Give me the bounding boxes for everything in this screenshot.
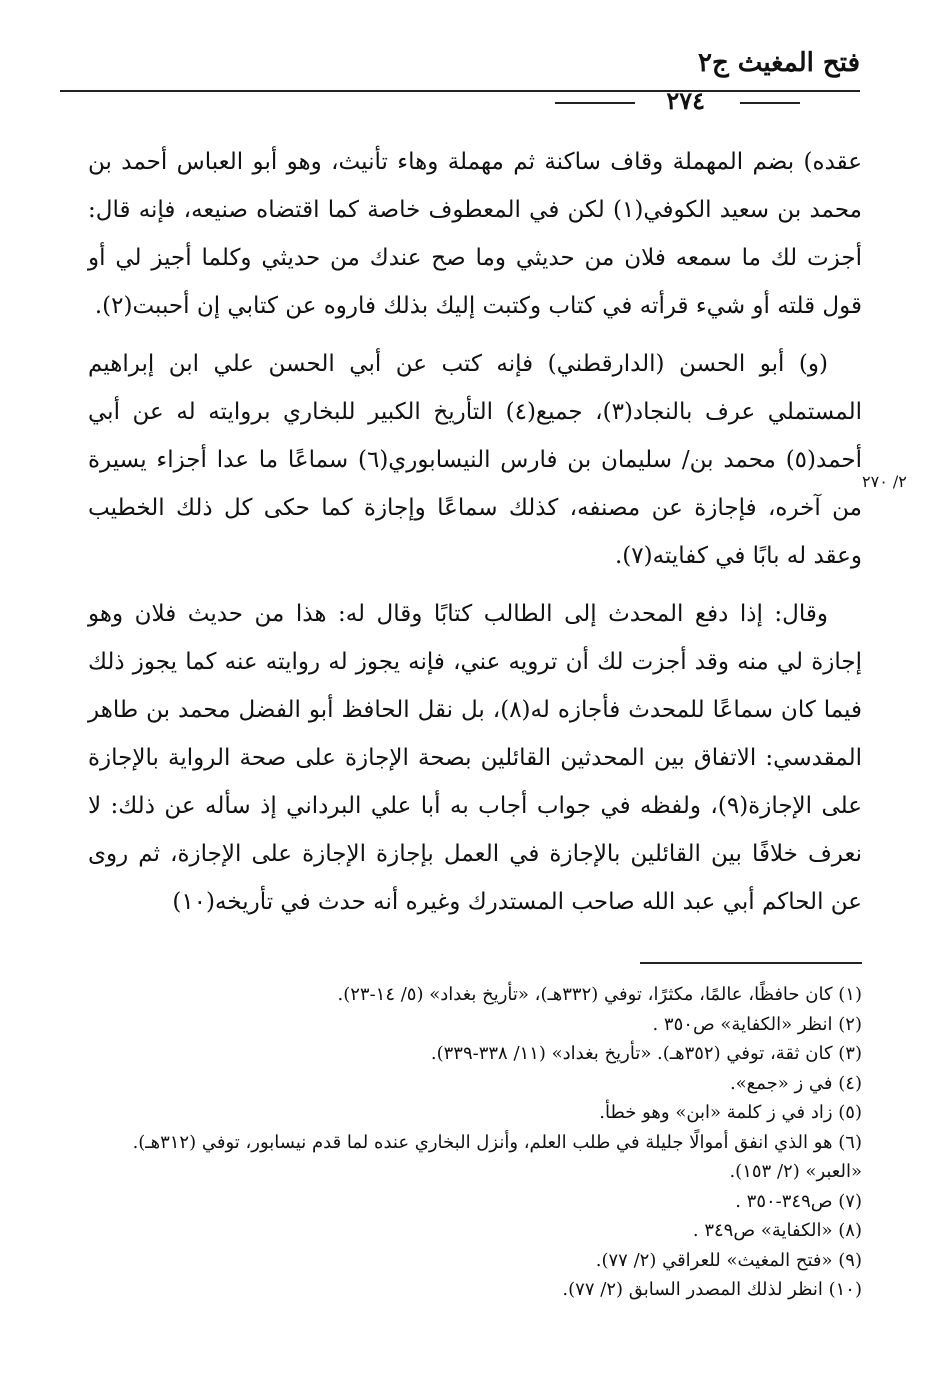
footnote-1: (١) كان حافظًا، عالمًا، مكثرًا، توفي (٣٣٢هـ)، «تأريخ بغداد» (٥/ ١٤-٢٣).	[337, 984, 862, 1005]
page-number-rule-right	[740, 102, 800, 104]
footnote-10: (١٠) انظر لذلك المصدر السابق (٢/ ٧٧).	[562, 1279, 862, 1300]
main-text	[88, 138, 862, 936]
footnote-8: (٨) «الكفاية» ص٣٤٩ .	[692, 1220, 862, 1241]
footnote-7: (٧) ص٣٤٩-٣٥٠ .	[735, 1190, 862, 1212]
paragraph-2: (و) أبو الحسن (الدارقطني) فإنه كتب عن أبي الحسن علي ابن إبراهيم المستملي عرف بالنجاد(٣)، جميع(٤) التأريخ الكبير للبخاري بروايته له عن أبي أحمد(٥) محمد بن/ سليمان بن فارس النيسابوري(٦) سماعًا ما عدا أجزاء يسيرة من آخره، فإجازة عن مصنفه، كذلك سماعًا وإجازة كما حكى كل ذلك الخطيب وعقد له بابًا في كفايته(٧).	[88, 351, 862, 569]
page-number-rule-left	[555, 102, 635, 104]
footnote-2: (٢) انظر «الكفاية» ص٣٥٠ .	[652, 1013, 862, 1035]
footnote-separator	[640, 962, 862, 964]
footnote-3: (٣) كان ثقة، توفي (٣٥٢هـ). «تأريخ بغداد» (١١/ ٣٣٨-٣٣٩).	[430, 1043, 862, 1064]
footnotes	[100, 980, 862, 1305]
footnote-9: (٩) «فتح المغيث» للعراقي (٢/ ٧٧).	[595, 1249, 862, 1271]
page-number-bar	[0, 86, 800, 116]
page-number: ٢٧٤	[666, 86, 705, 115]
footnote-6: (٦) هو الذي انفق أموالًا جليلة في طلب العلم، وأنزل البخاري عنده لما قدم نيسابور، توفي (٣١٢هـ). «العبر» (٢/ ١٥٣).	[132, 1131, 862, 1182]
book-title: فتح المغيث ج٢	[697, 48, 860, 78]
footnote-4: (٤) في ز «جمع».	[729, 1072, 862, 1094]
margin-note: ٢/ ٢٧٠	[862, 472, 907, 491]
paragraph-3: وقال: إذا دفع المحدث إلى الطالب كتابًا وقال له: هذا من حديث فلان وهو إجازة لي منه وقد أجزت لك أن ترويه عني، فإنه يجوز له روايته عنه كما يجوز ذلك فيما كان سماعًا للمحدث فأجازه له(٨)، بل نقل الحافظ أبو الفضل محمد بن طاهر المقدسي: الاتفاق بين المحدثين القائلين بصحة الإجازة على صحة الرواية بالإجازة على الإجازة(٩)، ولفظه في جواب أجاب به أبا علي البرداني إذ سأله عن ذلك: لا نعرف خلافًا بين القائلين بالإجازة في العمل بإجازة الإجازة على الإجازة، ثم روى عن الحاكم أبي عبد الله صاحب المستدرك وغيره أنه حدث في تأريخه(١٠)	[88, 601, 863, 915]
footnote-5: (٥) زاد في ز كلمة «ابن» وهو خطأ.	[599, 1102, 862, 1123]
paragraph-1: عقده) بضم المهملة وقاف ساكنة ثم مهملة وهاء تأنيث، وهو أبو العباس أحمد بن محمد بن سعيد الكوفي(١) لكن في المعطوف خاصة كما اقتضاه صنيعه، فإنه قال: أجزت لك ما سمعه فلان من حديثي وما صح عندك من حديثي وكلما أجيز لي أو قول قلته أو شيء قرأته في كتاب وكتبت إليك بذلك فاروه عن كتابي إن أحببت(٢).	[88, 149, 862, 319]
